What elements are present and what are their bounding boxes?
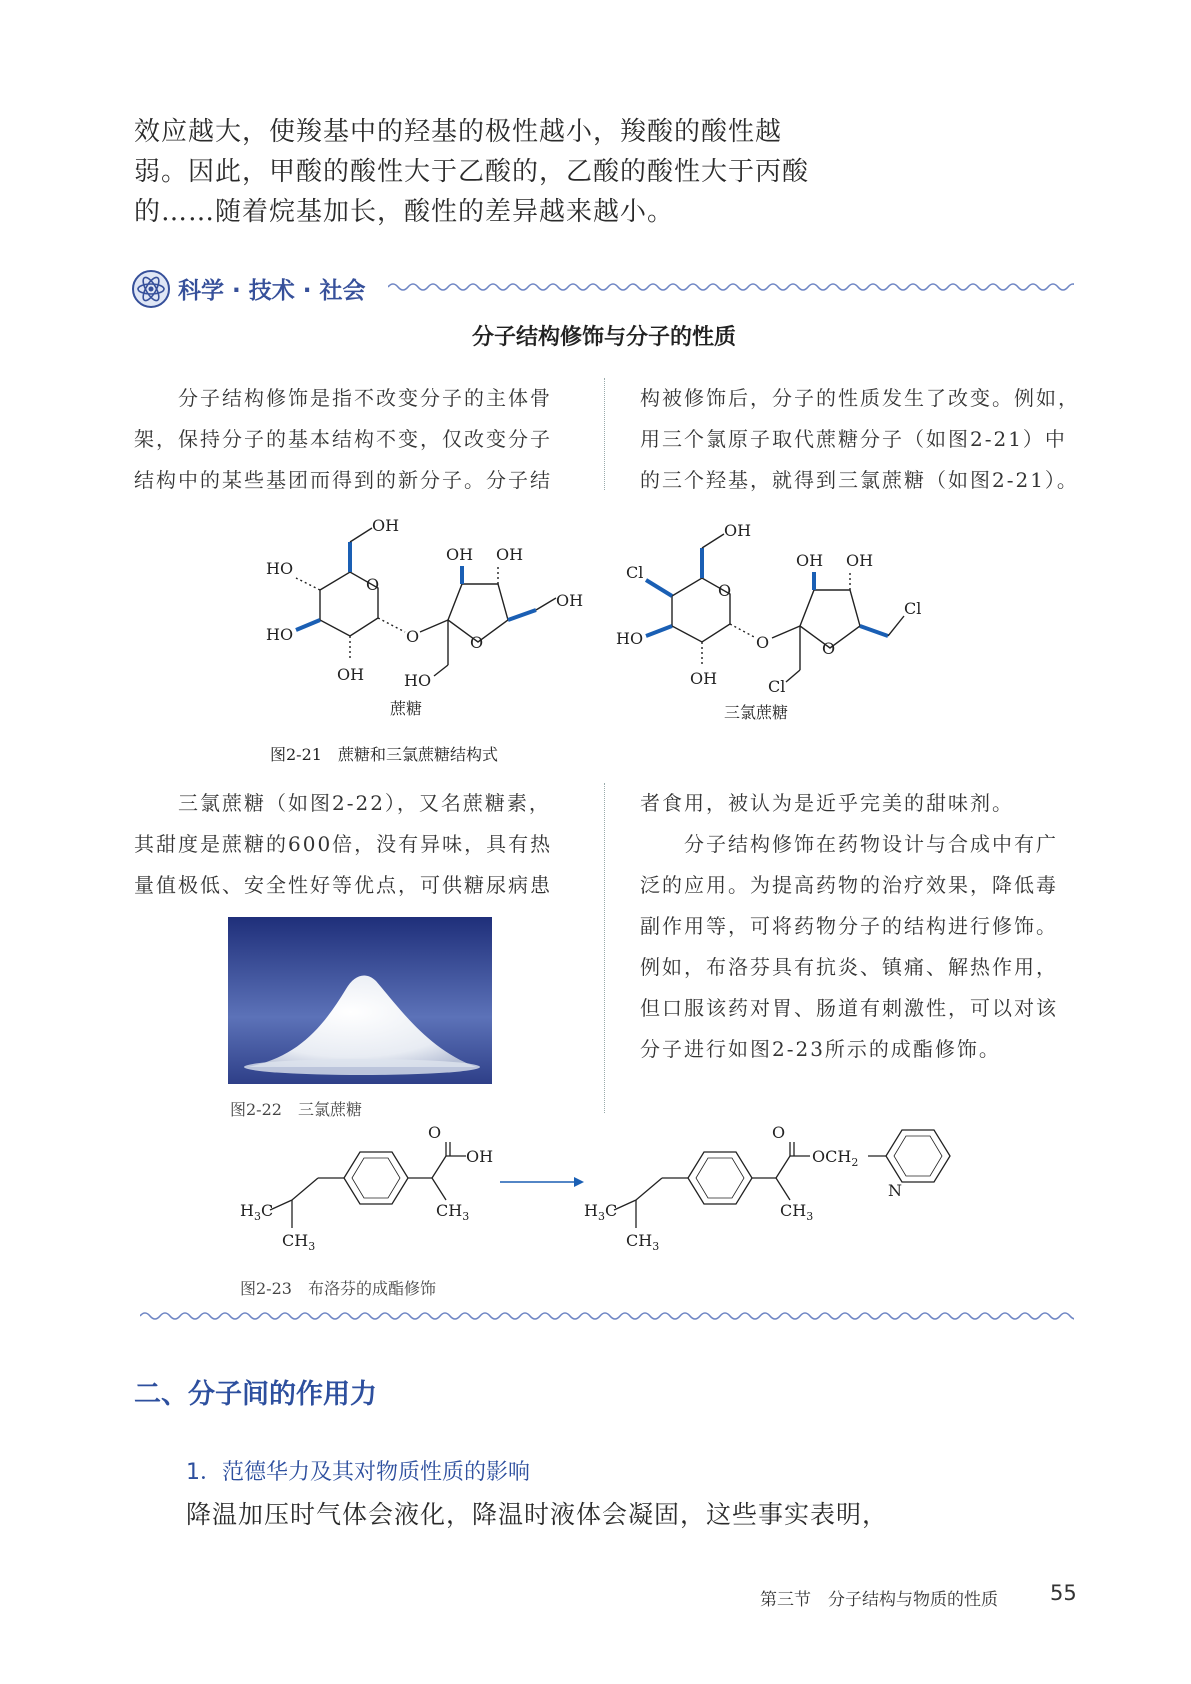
atom-label: Cl xyxy=(904,599,922,618)
ester-labels xyxy=(584,1123,902,1253)
atom-label: HO xyxy=(404,671,432,690)
atom-label: $CH_3$ xyxy=(780,1201,814,1223)
intro-line: 弱。因此，甲酸的酸性大于乙酸的，乙酸的酸性大于丙酸 xyxy=(134,157,810,187)
intro-line: 效应越大，使羧基中的羟基的极性越小，羧酸的酸性越 xyxy=(134,117,783,147)
figure-caption: 图2-22 三氯蔗糖 xyxy=(230,1100,362,1119)
atom-label: O xyxy=(428,1123,442,1142)
atom-label: HO xyxy=(266,625,294,644)
atom-label: OH xyxy=(496,545,524,564)
atom-label: $OCH_2$ xyxy=(812,1147,859,1169)
text-line: 泛的应用。为提高药物的治疗效果，降低毒 xyxy=(640,873,1058,897)
sucralose-labels xyxy=(616,521,921,722)
text-line: 结构中的某些基团而得到的新分子。分子结 xyxy=(134,468,552,492)
atom-label: O xyxy=(406,627,420,646)
figure-2-21-structures xyxy=(0,0,1191,790)
text-line: 但口服该药对胃、肠道有刺激性，可以对该 xyxy=(640,996,1058,1020)
atom-label: OH xyxy=(372,516,400,535)
subsection-heading: 1．范德华力及其对物质性质的影响 xyxy=(186,1460,530,1485)
text-line: 架，保持分子的基本结构不变，仅改变分子 xyxy=(134,427,552,451)
intro-line: 的……随着烷基加长，酸性的差异越来越小。 xyxy=(134,197,675,227)
sucralose-powder-photo xyxy=(228,917,492,1084)
figure-caption: 图2-23 布洛芬的成酯修饰 xyxy=(240,1279,436,1298)
atom-label: OH xyxy=(690,669,718,688)
atom-label: O xyxy=(366,575,380,594)
atom-label: HO xyxy=(266,559,294,578)
atom-label: $H_3C$ xyxy=(584,1201,618,1223)
body-text: 降温加压时气体会液化，降温时液体会凝固，这些事实表明， xyxy=(186,1500,889,1529)
text-line: 构被修饰后，分子的性质发生了改变。例如， xyxy=(640,386,1080,410)
atom-label: $CH_3$ xyxy=(436,1201,470,1223)
page-number: 55 xyxy=(1050,1581,1077,1605)
wave-divider xyxy=(140,1309,1074,1323)
reaction-arrow xyxy=(500,1177,584,1187)
atom-label: OH xyxy=(556,591,584,610)
column-divider xyxy=(604,783,605,1113)
atom-label: N xyxy=(888,1181,902,1200)
atom-label: OH xyxy=(724,521,752,540)
article-title: 分子结构修饰与分子的性质 xyxy=(471,325,736,350)
atom-label: O xyxy=(772,1123,786,1142)
atom-label: $CH_3$ xyxy=(282,1231,316,1253)
article-column-right-2 xyxy=(640,783,1080,1070)
text-line: 分子结构修饰是指不改变分子的主体骨 xyxy=(178,386,552,410)
section-heading: 二、分子间的作用力 xyxy=(134,1379,377,1410)
atom-label: O xyxy=(822,639,836,658)
ibuprofen-labels xyxy=(240,1123,493,1253)
text-line: 用三个氯原子取代蔗糖分子（如图2-21）中 xyxy=(640,427,1067,451)
atom-label: OH xyxy=(796,551,824,570)
figure-caption: 图2-21 蔗糖和三氯蔗糖结构式 xyxy=(270,745,498,764)
text-line: 分子结构修饰在药物设计与合成中有广 xyxy=(684,832,1058,856)
atom-label: OH xyxy=(337,665,365,684)
text-line: 者食用，被认为是近乎完美的甜味剂。 xyxy=(640,791,1014,815)
atom-label: OH xyxy=(446,545,474,564)
chapter-footer: 第三节 分子结构与物质的性质 xyxy=(760,1590,998,1610)
article-column-left-2 xyxy=(134,783,570,906)
text-line: 副作用等，可将药物分子的结构进行修饰。 xyxy=(640,914,1058,938)
atom-label: O xyxy=(470,633,484,652)
figure-2-23-ibuprofen xyxy=(0,1120,1191,1300)
atom-label: OH xyxy=(466,1147,494,1166)
atom-label: O xyxy=(718,581,732,600)
atom-label: Cl xyxy=(768,677,786,696)
text-line: 量值极低、安全性好等优点，可供糖尿病患 xyxy=(134,873,552,897)
sucralose-name: 三氯蔗糖 xyxy=(724,703,789,722)
atom-label: O xyxy=(756,633,770,652)
atom-label: Cl xyxy=(626,563,644,582)
atom-label: $CH_3$ xyxy=(626,1231,660,1253)
text-line: 其甜度是蔗糖的600倍，没有异味，具有热 xyxy=(134,832,553,856)
section-title: 科学 · 技术 · 社会 xyxy=(178,278,366,304)
atom-label: OH xyxy=(846,551,874,570)
text-line: 例如，布洛芬具有抗炎、镇痛、解热作用， xyxy=(640,955,1058,979)
sucrose-labels xyxy=(266,516,583,718)
atom-label: HO xyxy=(616,629,644,648)
text-line: 分子进行如图2-23所示的成酯修饰。 xyxy=(640,1037,1001,1061)
text-line: 三氯蔗糖（如图2-22），又名蔗糖素， xyxy=(178,791,551,815)
sucrose-name: 蔗糖 xyxy=(390,699,423,718)
text-line: 的三个羟基，就得到三氯蔗糖（如图2-21）。 xyxy=(640,468,1079,492)
atom-label: $H_3C$ xyxy=(240,1201,274,1223)
